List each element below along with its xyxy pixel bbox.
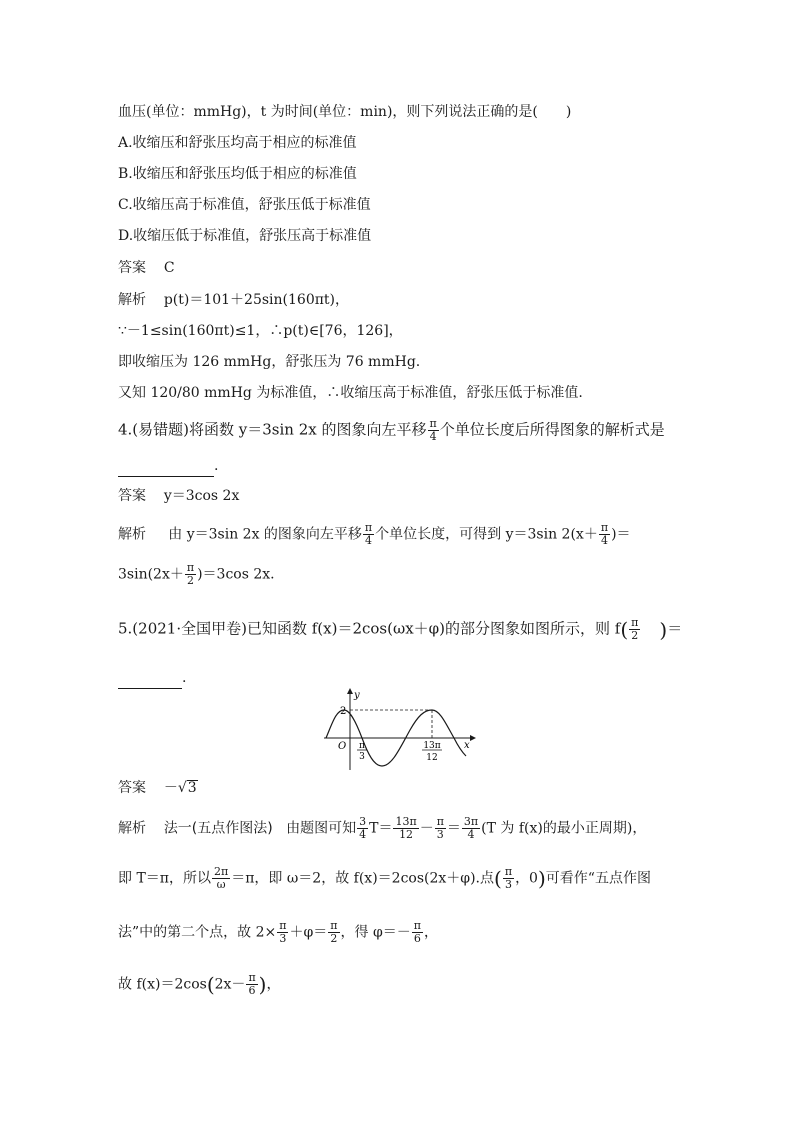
fraction-pi-3 [435,816,446,841]
answer-minus: － [163,780,178,796]
q3-option-b: B.收缩压和舒张压均低于相应的标准值 [118,166,357,182]
analysis-text: 由 y＝3sin 2x 的图象向左平移 [168,526,362,543]
q3-analysis-line-1 [118,290,349,310]
analysis-text: 法”中的第二个点，故 2× [118,924,277,941]
frac-num: π [186,561,195,574]
frac-den: 4 [600,534,608,547]
frac-den: 4 [359,828,367,841]
comma: ， [266,976,281,993]
q3-stem: 血压(单位：mmHg)，t 为时间(单位：min)，则下列说法正确的是( ) [118,104,572,120]
frac-den: 4 [467,828,475,841]
q5-analysis-line-1 [118,816,646,841]
q3-analysis-line-3: 即收缩压为 126 mmHg，舒张压为 76 mmHg. [118,354,421,370]
analysis-text: 由题图可知 [286,820,357,837]
frac-num: 2π [214,865,229,878]
frac-den: 4 [429,430,437,443]
left-paren: ( [494,866,502,891]
q5-analysis-line-3 [118,920,438,945]
equals-sign: ＝ [446,820,461,837]
right-paren: ) [258,972,267,997]
frac-num: 3 [359,815,367,828]
right-paren: ) [537,866,546,891]
answer-label: 答案 [118,488,146,504]
answer-label: 答案 [118,780,146,796]
q3-analysis-line-4: 又知 120/80 mmHg 为标准值，∴收缩压高于标准值，舒张压低于标准值. [118,385,583,401]
point-coord: ，0 [515,870,538,887]
q3-option-c: C.收缩压高于标准值，舒张压低于标准值 [118,197,371,213]
q4-analysis-line-1 [118,522,631,547]
y-axis-arrow [347,688,353,694]
q5-stem [118,617,682,642]
frac-den: 4 [365,534,373,547]
right-paren: ) [659,617,668,642]
answer-blank[interactable] [118,668,182,689]
analysis-text-2: (T 为 f(x)的最小正周期)， [481,820,647,837]
analysis-text: 即 T＝π，所以 [118,870,211,887]
analysis-text: p(t)＝101＋25sin(160πt)， [163,292,350,308]
left-paren: ( [206,972,215,997]
frac-num: π [248,971,256,984]
frac-num: π [429,417,437,430]
frac-num: π [279,919,287,932]
analysis-text: 3sin(2x＋ [118,566,184,583]
q3-option-a: A.收缩压和舒张压均高于相应的标准值 [118,135,357,151]
analysis-text-3: )＝ [611,526,631,543]
y-tick-2: 2 [340,706,347,717]
answer-value: C [163,260,175,276]
y-axis-label: y [354,690,360,701]
analysis-text-2: ＋φ＝ [289,924,328,941]
fraction-3pi-4 [462,816,480,841]
fraction-pi-3 [503,866,514,891]
fraction-2pi-omega [212,866,230,891]
left-paren: ( [620,617,629,642]
analysis-text-2: )＝3cos 2x. [197,566,275,583]
analysis-text: 故 f(x)＝2cos [118,976,207,993]
fraction-pi-over-4 [599,522,610,547]
frac-num: π [330,919,338,932]
q4-answer [118,486,239,506]
frac-den: 2 [186,574,194,587]
q5-answer [118,778,198,798]
x-axis-label: x [464,740,470,751]
analysis-text-3: ，得 φ＝－ [340,924,411,941]
frac-num: π [364,521,373,534]
analysis-text-2: 2x－ [214,976,246,993]
cosine-graph [320,686,480,772]
frac-den: 3 [279,932,287,945]
frac-num: π [504,865,513,878]
origin-label: O [338,741,347,752]
analysis-label: 解析 [118,820,146,837]
minus-sign: － [419,820,434,837]
analysis-text-2: ＝π，即 ω＝2，故 f(x)＝2cos(2x＋φ).点 [231,870,495,887]
q5-blank-line [118,668,186,689]
method-title: 法一(五点作图法) [163,820,273,837]
q3-option-d: D.收缩压低于标准值，舒张压高于标准值 [118,228,372,244]
frac-den: 2 [631,629,639,642]
q4-analysis-line-2 [118,562,275,587]
tick-pi-3-den: 3 [359,752,365,762]
analysis-text-3: 可看作“五点作图 [545,870,651,887]
q3-analysis-line-2: ∵－1≤sin(160πt)≤1，∴p(t)∈[76，126]， [118,323,403,339]
frac-num: π [436,815,444,828]
q5-analysis-line-2 [118,866,651,891]
tick-13pi-12-den: 12 [426,753,438,763]
period: . [214,458,219,474]
frac-num: 3π [463,815,479,828]
fraction-pi-6 [246,972,257,997]
q5-stem-text: 5.(2021·全国甲卷)已知函数 f(x)＝2cos(ωx＋φ)的部分图象如图所示，则 f [118,619,621,638]
fraction-pi-6 [412,920,423,945]
analysis-text-2: 个单位长度，可得到 y＝3sin 2(x＋ [375,526,598,543]
fraction-3-4 [357,816,368,841]
fraction-pi-over-2 [185,562,196,587]
frac-den: 12 [399,828,414,841]
q4-stem-text: 4.(易错题)将函数 y＝3sin 2x 的图象向左平移 [118,420,427,439]
x-axis-arrow [470,735,476,741]
frac-den: 3 [504,878,512,891]
tick-pi-3-num: π [359,741,365,751]
fraction-pi-over-4 [428,418,439,443]
answer-label: 答案 [118,260,146,276]
analysis-label: 解析 [118,292,146,308]
frac-num: 13π [395,815,417,828]
fraction-pi-over-2 [629,617,640,642]
q5-analysis-line-4 [118,972,280,997]
q3-answer [118,258,175,278]
frac-num: π [631,616,639,629]
answer-radicand: 3 [187,780,197,796]
q4-stem [118,418,665,443]
answer-value: y＝3cos 2x [163,488,240,504]
q4-stem-text-2: 个单位长度后所得图象的解析式是 [439,420,665,439]
frac-num: π [600,521,609,534]
q5-stem-text-2: ＝ [667,619,683,638]
sqrt-sign: √ [177,780,187,796]
fraction-13pi-12 [393,816,418,841]
fraction-pi-over-4 [363,522,374,547]
analysis-label: 解析 [118,526,146,543]
period: . [182,670,187,686]
q4-blank-line [118,456,218,477]
frac-num: π [413,919,422,932]
frac-den: 2 [330,932,338,945]
tick-13pi-12-num: 13π [423,741,441,751]
comma: ， [424,924,439,941]
frac-den: 6 [413,932,421,945]
fraction-pi-3 [277,920,288,945]
frac-den: ω [216,878,226,891]
fraction-pi-2 [328,920,339,945]
t-equals: T＝ [369,820,393,837]
answer-blank[interactable] [118,456,214,477]
frac-den: 6 [248,984,256,997]
frac-den: 3 [436,828,444,841]
